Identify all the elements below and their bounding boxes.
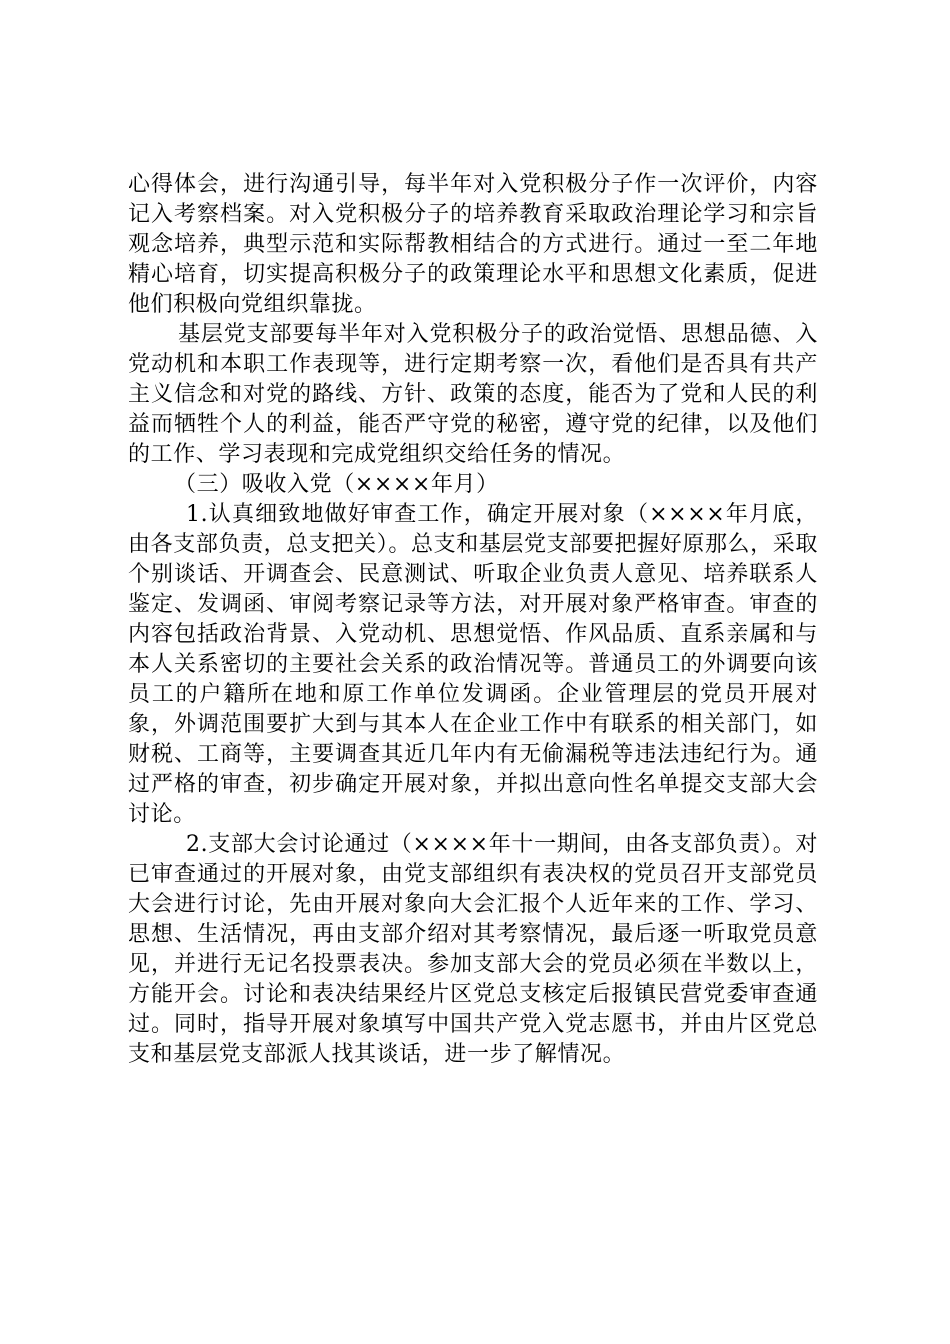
section-heading-admission: （三）吸收入党（××××年月） <box>174 472 499 497</box>
paragraph-branch-inspection: 基层党支部要每半年对入党积极分子的政治觉悟、思想品德、入党动机和本职工作表现等，进行定期考察一次，看他们是否具有共产主义信念和对党的路线、方针、政策的态度，能否为了党和人民的利益而牺牲个人的利益，能否严守党的秘密，遵守党的纪律，以及他们的工作、学习表现和完成党组织交给任务的情况。 <box>128 322 818 467</box>
paragraph-item-2-branch-meeting: 2.支部大会讨论通过（××××年十一期间，由各支部负责）。对已审查通过的开展对象，由党支部组织有表决权的党员召开支部党员大会进行讨论，先由开展对象向大会汇报个人近年来的工作、学习、思想、生活情况，再由支部介绍对其考察情况，最后逐一听取党员意见，并进行无记名投票表决。参加支部大会的党员必须在半数以上，方能开会。讨论和表决结果经片区党总支核定后报镇民营党委审查通过。同时，指导开展对象填写中国共产党入党志愿书，并由片区党总支和基层党支部派人找其谈话，进一步了解情况。 <box>128 832 818 1067</box>
paragraph-continued: 心得体会，进行沟通引导，每半年对入党积极分子作一次评价，内容记入考察档案。对入党积极分子的培养教育采取政治理论学习和宗旨观念培养，典型示范和实际帮教相结合的方式进行。通过一至二年地精心培育，切实提高积极分子的政策理论水平和思想文化素质，促进他们积极向党组织靠拢。 <box>128 172 818 317</box>
document-body <box>128 170 818 1070</box>
paragraph-item-1-review: 1.认真细致地做好审查工作，确定开展对象（××××年月底，由各支部负责，总支把关）。总支和基层党支部要把握好原那么，采取个别谈话、开调查会、民意测试、听取企业负责人意见、培养联系人鉴定、发调函、审阅考察记录等方法，对开展对象严格审查。审查的内容包括政治背景、入党动机、思想觉悟、作风品质、直系亲属和与本人关系密切的主要社会关系的政治情况等。普通员工的外调要向该员工的户籍所在地和原工作单位发调函。企业管理层的党员开展对象，外调范围要扩大到与其本人在企业工作中有联系的相关部门，如财税、工商等，主要调查其近几年内有无偷漏税等违法违纪行为。通过严格的审查，初步确定开展对象，并拟出意向性名单提交支部大会讨论。 <box>128 502 818 827</box>
